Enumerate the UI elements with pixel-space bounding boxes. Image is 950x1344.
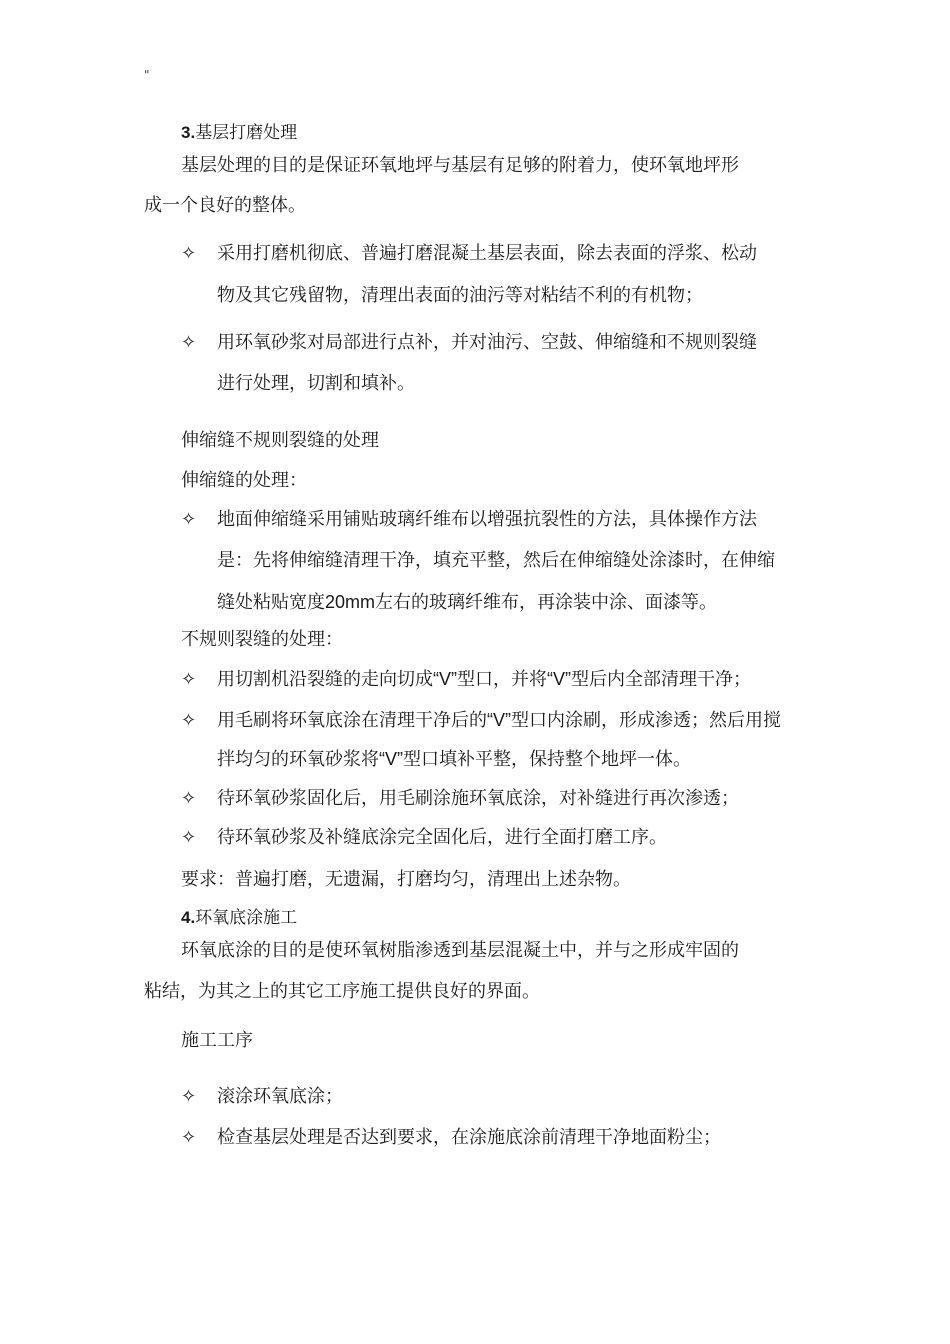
v-label: “V” <box>433 669 457 689</box>
list-item <box>181 1126 721 1150</box>
text-span: 型后内全部清理干净； <box>571 669 751 690</box>
list-item <box>181 508 757 532</box>
bullet-icon: ✧ <box>181 788 197 809</box>
bullet-icon: ✧ <box>181 669 197 690</box>
text-span: 型口内涂刷，形成渗透；然后用搅 <box>511 710 781 731</box>
text-span: 用切割机沿裂缝的走向切成 <box>217 669 433 690</box>
list-item <box>181 826 667 850</box>
text-span: 左右的玻璃纤维布，再涂装中涂、面漆等。 <box>375 592 718 613</box>
list-item <box>181 708 781 733</box>
section-4-heading <box>181 906 297 930</box>
list-item <box>181 331 757 355</box>
list-item <box>181 667 751 692</box>
list-item-text: 地面伸缩缝采用铺贴玻璃纤维布以增强抗裂性的方法，具体操作方法 <box>217 509 757 530</box>
list-item <box>181 242 757 266</box>
section-4-number: 4. <box>181 908 196 927</box>
section-3-intro-line-1: 基层处理的目的是保证环氧地坪与基层有足够的附着力，使环氧地坪形 <box>181 155 739 176</box>
bullet-icon: ✧ <box>181 332 197 353</box>
bullet-icon: ✧ <box>181 710 197 731</box>
section-3-title: 基层打磨处理 <box>195 123 298 142</box>
crack-heading: 不规则裂缝的处理： <box>181 629 343 650</box>
bullet-icon: ✧ <box>181 1086 197 1107</box>
list-item-text: 待环氧砂浆固化后，用毛刷涂施环氧底涂，对补缝进行再次渗透； <box>217 788 739 809</box>
width-value: 20mm <box>325 592 376 612</box>
list-item-text: 采用打磨机彻底、普遍打磨混凝土基层表面，除去表面的浮浆、松动 <box>217 243 757 264</box>
text-span: 拌均匀的环氧砂浆将 <box>217 749 379 770</box>
expansion-joint-heading: 伸缩缝的处理： <box>181 470 307 491</box>
bullet-icon: ✧ <box>181 1127 197 1148</box>
procedure-heading: 施工工序 <box>181 1030 253 1051</box>
text-span: 用毛刷将环氧底涂在清理干净后的 <box>217 710 487 731</box>
v-label: “V” <box>487 710 511 730</box>
section-4-intro-line-1: 环氧底涂的目的是使环氧树脂渗透到基层混凝土中，并与之形成牢固的 <box>181 940 739 961</box>
joints-heading: 伸缩缝不规则裂缝的处理 <box>181 430 379 451</box>
list-item-continuation <box>217 590 717 615</box>
list-item-continuation: 进行处理，切割和填补。 <box>217 373 415 394</box>
v-label: “V” <box>379 749 403 769</box>
list-item-continuation: 是：先将伸缩缝清理干净，填充平整，然后在伸缩缝处涂漆时，在伸缩 <box>217 550 775 571</box>
section-3-number: 3. <box>181 123 196 142</box>
list-item-text: 待环氧砂浆及补缝底涂完全固化后，进行全面打磨工序。 <box>217 827 667 848</box>
list-item-text: 检查基层处理是否达到要求，在涂施底涂前清理干净地面粉尘； <box>217 1127 721 1148</box>
stray-mark: " <box>144 68 150 82</box>
list-item-continuation <box>217 747 691 772</box>
list-item-text: 用环氧砂浆对局部进行点补，并对油污、空鼓、伸缩缝和不规则裂缝 <box>217 332 757 353</box>
text-span: 缝处粘贴宽度 <box>217 592 325 613</box>
bullet-icon: ✧ <box>181 243 197 264</box>
section-4-intro-line-2: 粘结，为其之上的其它工序施工提供良好的界面。 <box>144 981 540 1002</box>
section-3-intro-line-2: 成一个良好的整体。 <box>144 195 306 216</box>
list-item-continuation: 物及其它残留物，清理出表面的油污等对粘结不利的有机物； <box>217 285 703 306</box>
text-span: 型口，并将 <box>457 669 547 690</box>
bullet-icon: ✧ <box>181 509 197 530</box>
list-item-text: 滚涂环氧底涂； <box>217 1086 343 1107</box>
requirement-text: 要求：普遍打磨，无遗漏，打磨均匀，清理出上述杂物。 <box>181 869 631 890</box>
section-3-heading <box>181 121 297 145</box>
text-span: 型口填补平整，保持整个地坪一体。 <box>403 749 691 770</box>
v-label: “V” <box>547 669 571 689</box>
list-item <box>181 787 739 811</box>
list-item <box>181 1085 343 1109</box>
bullet-icon: ✧ <box>181 827 197 848</box>
section-4-title: 环氧底涂施工 <box>195 908 298 927</box>
